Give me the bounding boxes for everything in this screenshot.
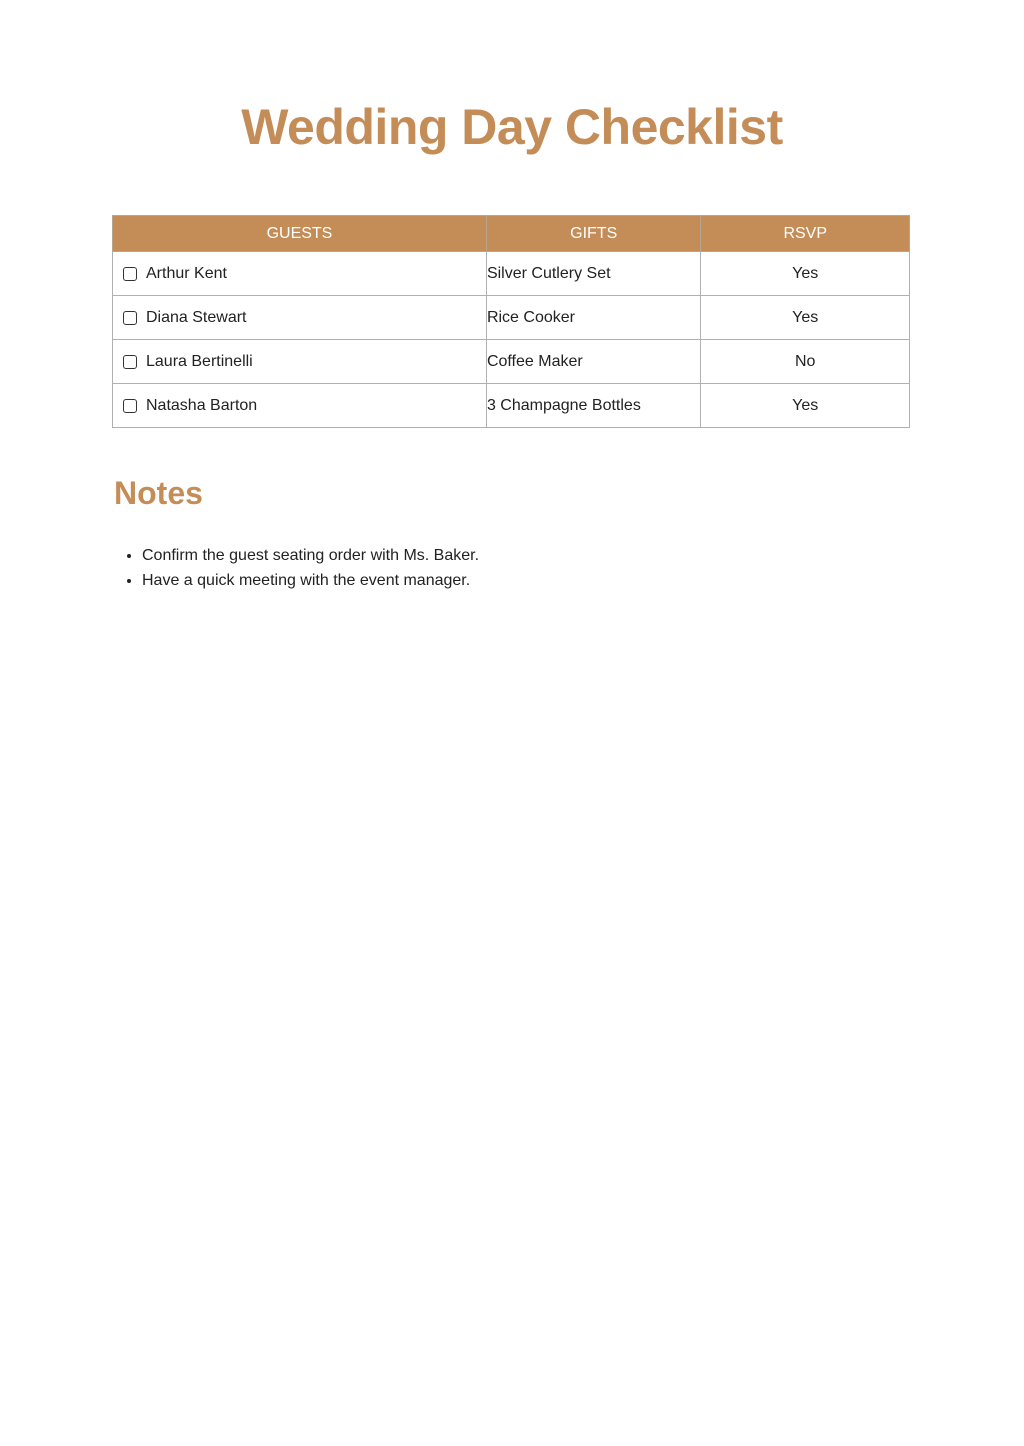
guest-checkbox[interactable] — [123, 355, 137, 369]
rsvp-cell: Yes — [701, 252, 910, 296]
guest-table — [112, 215, 910, 428]
guest-name: Diana Stewart — [146, 308, 247, 326]
column-header-rsvp: RSVP — [701, 216, 910, 252]
notes-list — [114, 543, 479, 593]
guest-name: Arthur Kent — [146, 264, 227, 282]
gift-cell: Coffee Maker — [486, 340, 701, 384]
gift-cell: Silver Cutlery Set — [486, 252, 701, 296]
column-header-guests: GUESTS — [113, 216, 487, 252]
note-item: • Confirm the guest seating order with Ms. Baker. — [142, 543, 479, 568]
page-title: Wedding Day Checklist — [241, 99, 783, 155]
table-row — [113, 252, 910, 296]
guest-cell — [113, 252, 487, 296]
rsvp-cell: Yes — [701, 296, 910, 340]
guest-checkbox[interactable] — [123, 267, 137, 281]
guest-cell — [113, 340, 487, 384]
notes-heading: Notes — [114, 475, 203, 511]
note-item: • Have a quick meeting with the event manager. — [142, 568, 479, 593]
guest-cell — [113, 296, 487, 340]
table-row — [113, 384, 910, 428]
gift-cell: Rice Cooker — [486, 296, 701, 340]
gift-cell: 3 Champagne Bottles — [486, 384, 701, 428]
rsvp-cell: Yes — [701, 384, 910, 428]
guest-checkbox[interactable] — [123, 311, 137, 325]
rsvp-cell: No — [701, 340, 910, 384]
column-header-gifts: GIFTS — [486, 216, 701, 252]
guest-name: Laura Bertinelli — [146, 352, 253, 370]
guest-name: Natasha Barton — [146, 396, 258, 414]
table-header-row — [113, 216, 910, 252]
guest-cell — [113, 384, 487, 428]
table-row — [113, 340, 910, 384]
table-row — [113, 296, 910, 340]
guest-checkbox[interactable] — [123, 399, 137, 413]
